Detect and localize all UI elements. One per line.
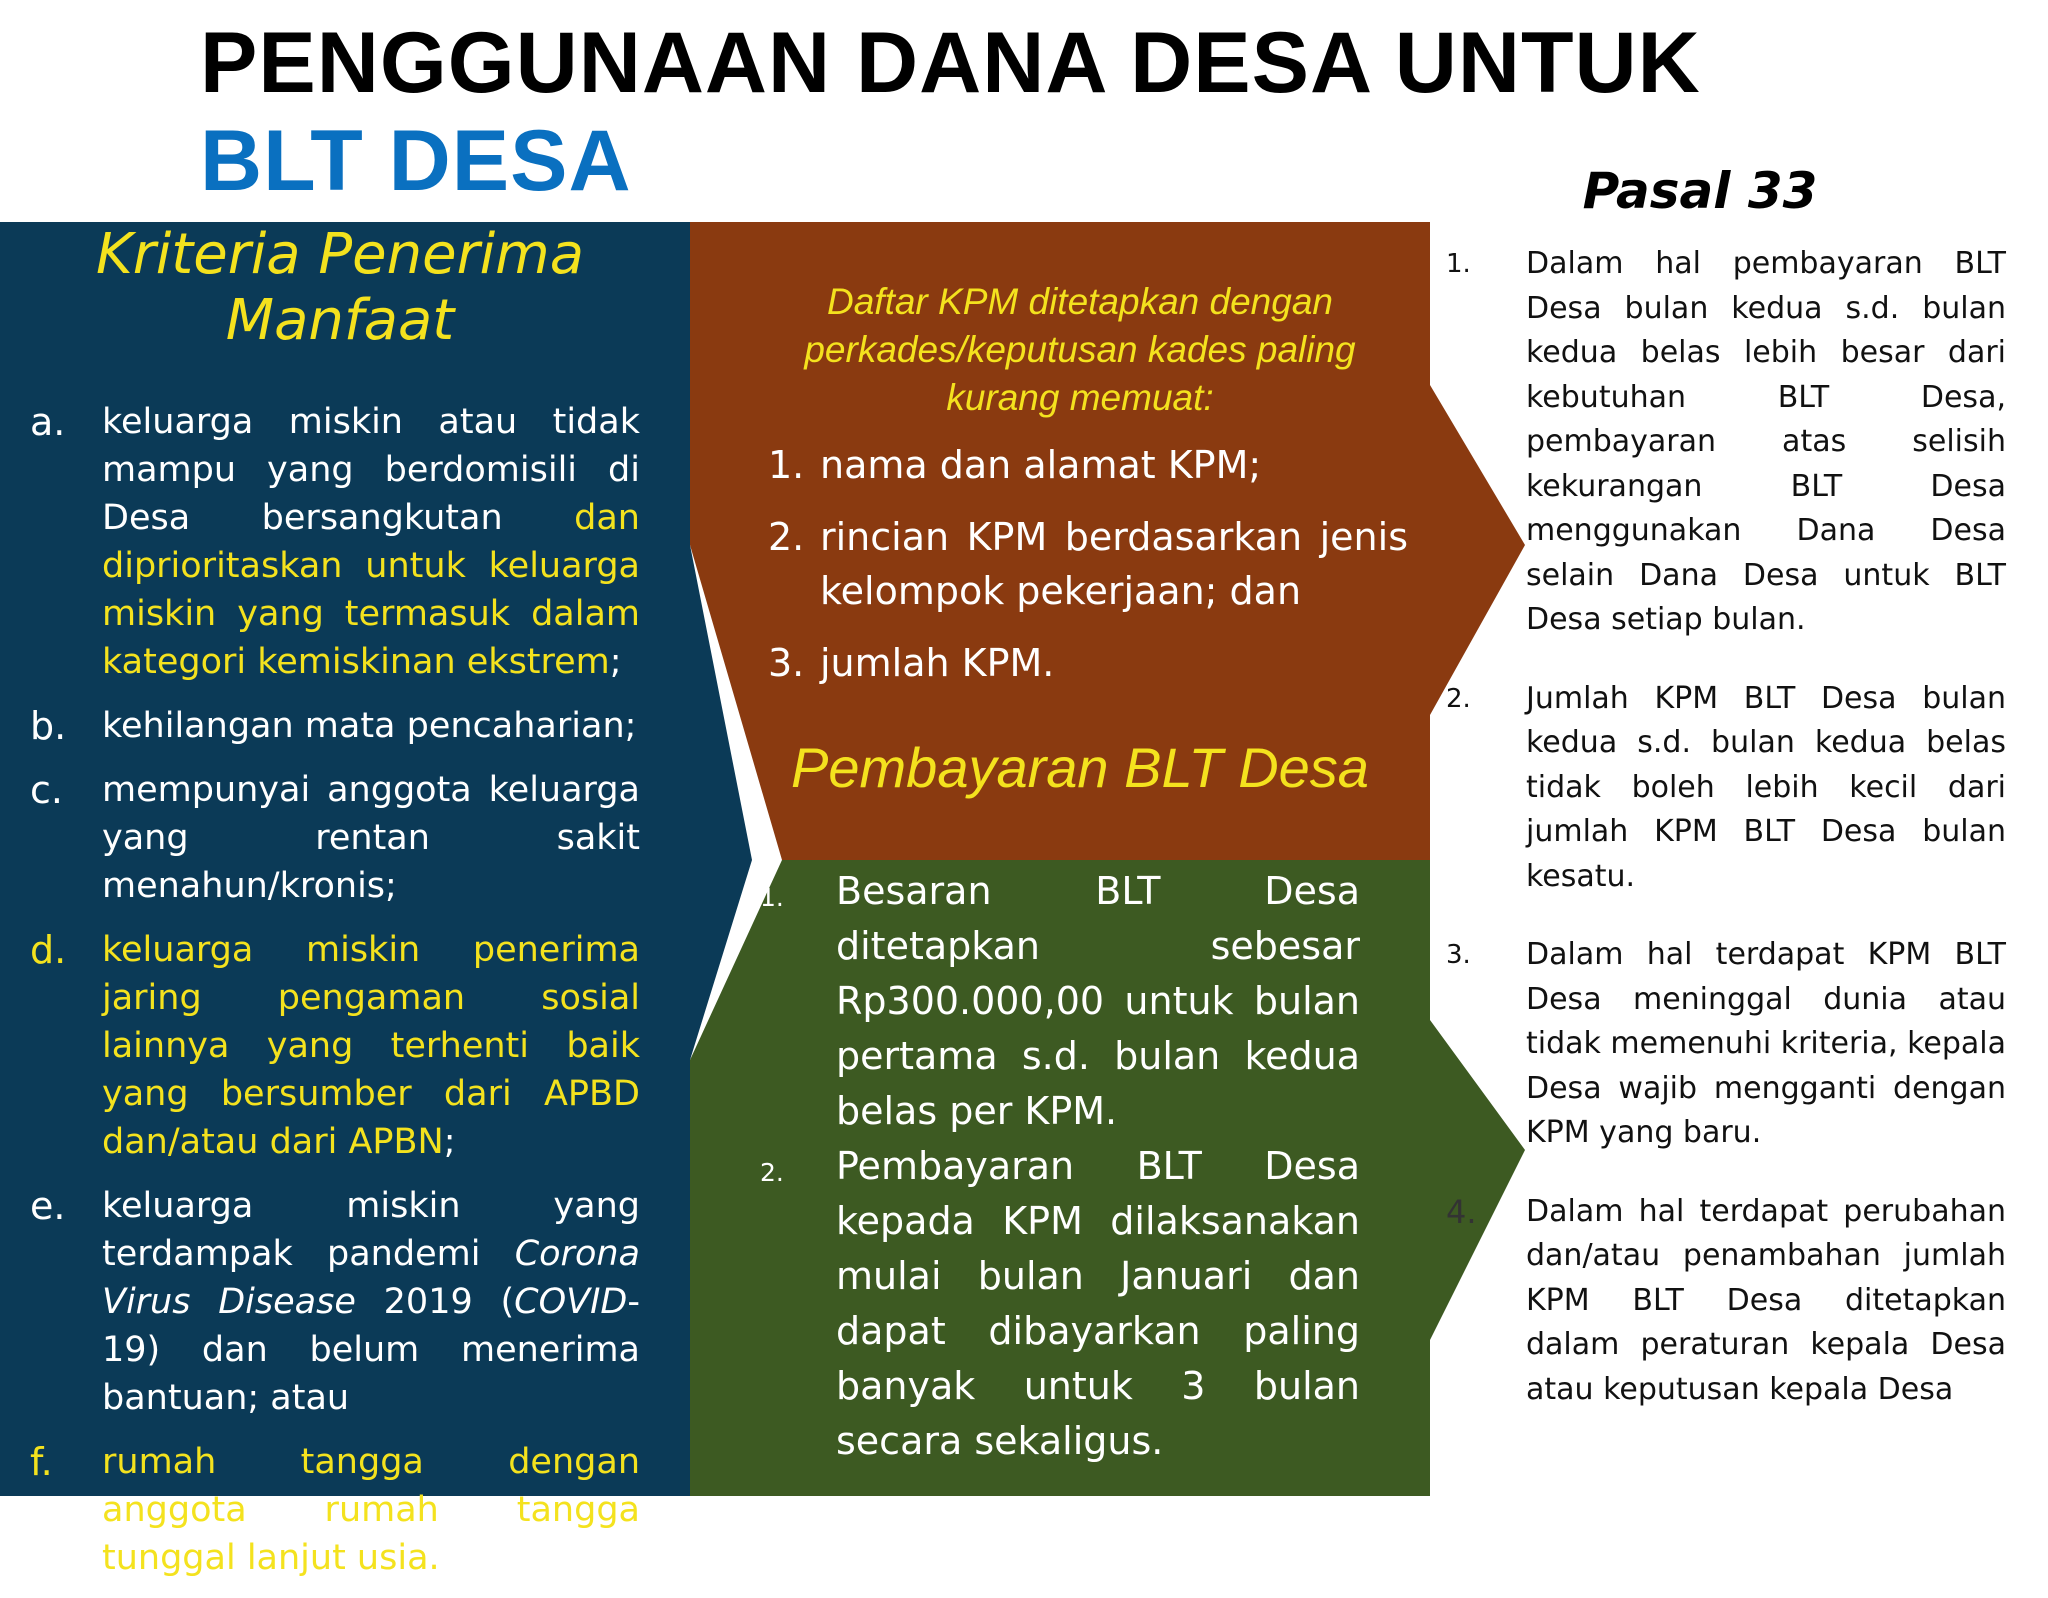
text-plain: keluarga miskin atau tidak mampu yang berdomisili di Desa bersangkutan (102, 402, 640, 538)
kpm-item (768, 438, 1408, 492)
list-marker: c. (30, 768, 63, 812)
list-marker: 1. (768, 443, 805, 487)
list-text: jumlah KPM. (820, 641, 1055, 685)
criteria-item-b (30, 702, 640, 750)
list-text (102, 1182, 640, 1422)
list-text: Dalam hal pembayaran BLT Desa bulan kedua s.d. bulan kedua belas lebih besar dari kebutuhan BLT Desa, pembayaran atas selisih kekurangan BLT Desa menggunakan Dana Desa selain Dana Desa untuk BLT Desa setiap bulan. (1526, 246, 2006, 637)
text-plain: -19) dan belum menerima bantuan; atau (102, 1282, 640, 1418)
pasal-item (1446, 933, 2006, 1156)
list-text: rumah tangga dengan anggota rumah tangga tunggal lanjut usia. (102, 1442, 640, 1578)
kpm-list (768, 438, 1408, 708)
list-marker: 3. (1446, 940, 1471, 970)
payment-item (760, 864, 1360, 1139)
text-italic: COVID (514, 1282, 628, 1322)
pasal-item (1446, 677, 2006, 900)
list-text (102, 926, 640, 1166)
list-marker: 1. (1446, 249, 1471, 279)
list-marker: b. (30, 704, 67, 748)
list-text (102, 398, 640, 686)
text-highlight: dan diprioritaskan untuk keluarga miskin yang termasuk dalam kategori kemiskinan ekstrem (102, 498, 640, 682)
list-text: Dalam hal terdapat KPM BLT Desa meninggal dunia atau tidak memenuhi kriteria, kepala Desa wajib mengganti dengan KPM yang baru. (1526, 937, 2006, 1150)
text-plain: ; (443, 1122, 456, 1162)
pasal-item (1446, 242, 2006, 643)
list-text: nama dan alamat KPM; (820, 443, 1262, 487)
kpm-intro: Daftar KPM ditetapkan dengan perkades/keputusan kades paling kurang memuat: (804, 281, 1356, 418)
list-marker: e. (30, 1184, 66, 1228)
list-marker: 3. (768, 641, 805, 685)
list-marker: 1. (760, 883, 784, 912)
list-marker: 4. (1446, 1192, 1477, 1231)
list-text: rincian KPM berdasarkan jenis kelompok pekerjaan; dan (820, 515, 1408, 613)
payment-list (760, 864, 1360, 1469)
list-marker: f. (30, 1440, 53, 1484)
text-plain: keluarga miskin yang terdampak pandemi (102, 1186, 640, 1274)
kpm-item (768, 510, 1408, 618)
criteria-item-c (30, 766, 640, 910)
criteria-heading: Kriteria Penerima Manfaat (95, 222, 585, 353)
text-italic: Corona Virus Disease (102, 1234, 640, 1322)
kpm-item (768, 636, 1408, 690)
list-marker: a. (30, 400, 66, 444)
criteria-list (30, 398, 640, 1598)
criteria-item-f (30, 1438, 640, 1582)
title-text: PENGGUNAAN DANA DESA UNTUK (200, 15, 1701, 111)
criteria-item-a (30, 398, 640, 686)
list-marker: 2. (1446, 683, 1471, 714)
title-highlight: BLT DESA (200, 113, 632, 209)
text-plain: ; (609, 642, 622, 682)
criteria-item-e (30, 1182, 640, 1422)
list-text: Besaran BLT Desa ditetapkan sebesar Rp300.000,00 untuk bulan pertama s.d. bulan kedua belas per KPM. (836, 869, 1360, 1133)
list-text: mempunyai anggota keluarga yang rentan sakit menahun/kronis; (102, 770, 640, 906)
list-marker: 2. (768, 515, 805, 559)
pasal-item (1446, 1190, 2006, 1413)
criteria-item-d (30, 926, 640, 1166)
list-text: Pembayaran BLT Desa kepada KPM dilaksanakan mulai bulan Januari dan dapat dibayarkan paling banyak untuk 3 bulan secara sekaligus. (836, 1144, 1360, 1463)
list-text: kehilangan mata pencaharian; (102, 706, 637, 746)
list-marker: d. (30, 928, 67, 972)
payment-heading: Pembayaran BLT Desa (791, 736, 1369, 799)
pasal-heading: Pasal 33 (1582, 162, 1818, 220)
text-plain: 2019 ( (355, 1282, 515, 1322)
payment-item (760, 1139, 1360, 1469)
list-marker: 2. (760, 1158, 784, 1187)
list-text: Jumlah KPM BLT Desa bulan kedua s.d. bulan kedua belas tidak boleh lebih kecil dari jumlah KPM BLT Desa bulan kesatu. (1526, 680, 2006, 894)
pasal-list (1446, 242, 2006, 1446)
text-highlight: keluarga miskin penerima jaring pengaman sosial lainnya yang terhenti baik yang bersumber dari APBD dan/atau dari APBN (102, 930, 640, 1162)
list-text: Dalam hal terdapat perubahan dan/atau penambahan jumlah KPM BLT Desa ditetapkan dalam peraturan kepala Desa atau keputusan kepala Desa (1526, 1193, 2006, 1407)
